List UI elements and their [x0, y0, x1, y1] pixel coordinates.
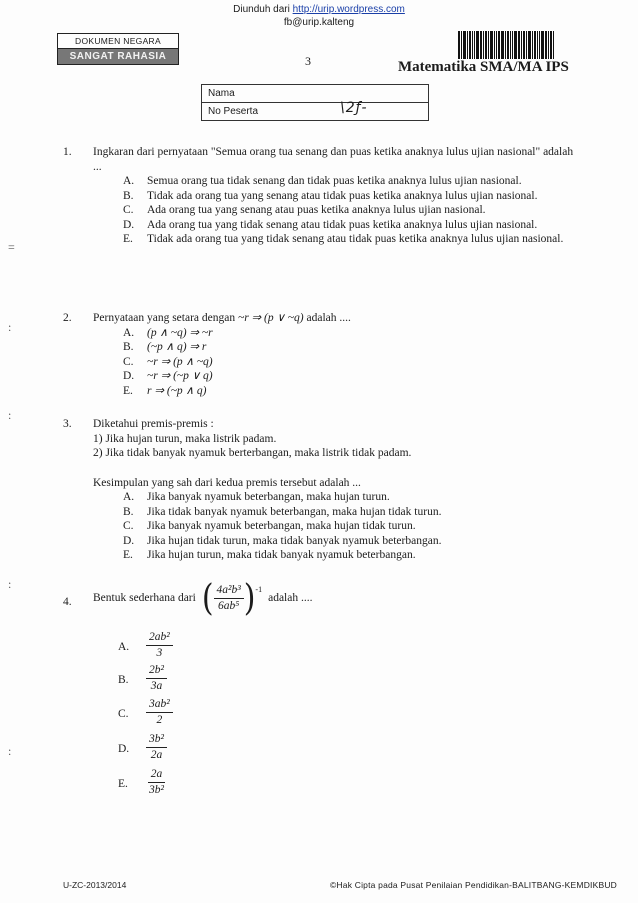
margin-mark: :: [8, 577, 12, 591]
question-1: [63, 145, 583, 247]
source-prefix: Diunduh dari: [233, 4, 293, 15]
document-classification-box: [57, 33, 179, 65]
name-label: Nama: [208, 88, 235, 99]
doc-label: DOKUMEN NEGARA: [58, 34, 178, 49]
question-4: [63, 576, 583, 623]
premise-2: 2) Jika tidak banyak nyamuk berterbangan, maka listrik tidak padam.: [93, 447, 412, 459]
margin-mark: :: [8, 320, 12, 334]
answer-options: [123, 490, 583, 563]
option-b[interactable]: B. Jika tidak banyak nyamuk beterbangan, maka hujan tidak turun.: [123, 505, 442, 518]
option-d[interactable]: D. Ada orang tua yang tidak senang atau tidak puas ketika anaknya lulus ujian nasional.: [123, 218, 538, 231]
option-a[interactable]: A. Semua orang tua tidak senang dan tidak puas ketika anaknya lulus ujian nasional.: [123, 175, 522, 187]
premise-1: 1) Jika hujan turun, maka listrik padam.: [93, 432, 277, 445]
margin-mark: =: [8, 240, 15, 254]
copyright: ©Hak Cipta pada Pusat Penilaian Pendidikan-BALITBANG-KEMDIKBUD: [330, 880, 618, 890]
option-a[interactable]: A. Jika banyak nyamuk beterbangan, maka hujan turun.: [123, 491, 390, 503]
option-e[interactable]: E. Tidak ada orang tua yang tidak senang atau tidak puas ketika anaknya lulus ujian nasional.: [123, 233, 564, 245]
margin-mark: :: [8, 408, 12, 422]
identity-box: [201, 84, 429, 121]
source-link[interactable]: http://urip.wordpress.com: [292, 4, 405, 15]
classification-stamp: SANGAT RAHASIA: [58, 49, 178, 64]
option-b[interactable]: B. Tidak ada orang tua yang senang atau tidak puas ketika anaknya lulus ujian nasional.: [123, 189, 538, 202]
question-number: 2.: [63, 312, 72, 324]
option-d[interactable]: D. ~r ⇒ (~p ∨ q): [123, 370, 213, 382]
name-row: [202, 85, 428, 102]
participant-label: No Peserta: [208, 106, 259, 117]
option-e[interactable]: E. r ⇒ (~p ∧ q): [123, 384, 207, 397]
question-stem: Diketahui premis-premis :: [93, 418, 214, 430]
option-c[interactable]: C. ~r ⇒ (p ∧ ~q): [123, 355, 213, 368]
question-stem: Bentuk sederhana dari ( $\frac{\text{4a²b³}}{\text{6ab⁵}}$ ) $^{-1}$ adalah ....: [93, 576, 313, 619]
participant-handwritten-value: \2ƒ-: [340, 100, 368, 116]
option-c[interactable]: C. Jika banyak nyamuk beterbangan, maka hujan tidak turun.: [123, 520, 416, 532]
conclusion-stem: Kesimpulan yang sah dari kedua premis tersebut adalah ...: [93, 476, 361, 489]
source-contact: fb@urip.kalteng: [283, 17, 355, 28]
option-c[interactable]: C. Ada orang tua yang senang atau puas ketika anaknya lulus ujian nasional.: [123, 204, 486, 216]
barcode: [458, 31, 570, 59]
question-2: [63, 311, 583, 398]
participant-row: [202, 102, 428, 120]
exam-code: U-ZC-2013/2014: [63, 880, 127, 890]
answer-options: [123, 326, 583, 399]
subject-title: Matematika SMA/MA IPS: [398, 59, 569, 75]
option-e[interactable]: E. Jika hujan turun, maka tidak banyak nyamuk beterbangan.: [123, 549, 416, 561]
source-line: [0, 3, 638, 29]
question-number: 4.: [63, 596, 72, 608]
margin-mark: :: [8, 744, 12, 758]
option-a[interactable]: A. (p ∧ ~q) ⇒ ~r: [123, 326, 213, 339]
answer-options: [123, 174, 583, 247]
question-number: 1.: [63, 146, 72, 158]
page-number: 3: [305, 54, 311, 68]
option-d[interactable]: D. Jika hujan tidak turun, maka tidak banyak nyamuk beterbangan.: [123, 534, 442, 547]
question-number: 3.: [63, 418, 72, 430]
option-b[interactable]: B. (~p ∧ q) ⇒ r: [123, 341, 207, 353]
expression: ( $\frac{\text{4a²b³}}{\text{6ab⁵}}$ ) $^{-1}$: [201, 576, 263, 619]
question-stem: Ingkaran dari pernyataan "Semua orang tua senang dan puas ketika anaknya lulus ujian nasional" adalah ...: [93, 146, 574, 173]
question-3: [63, 417, 583, 563]
question-stem: Pernyataan yang setara dengan ~r ⇒ (p ∨ ~q) adalah ....: [93, 312, 351, 324]
